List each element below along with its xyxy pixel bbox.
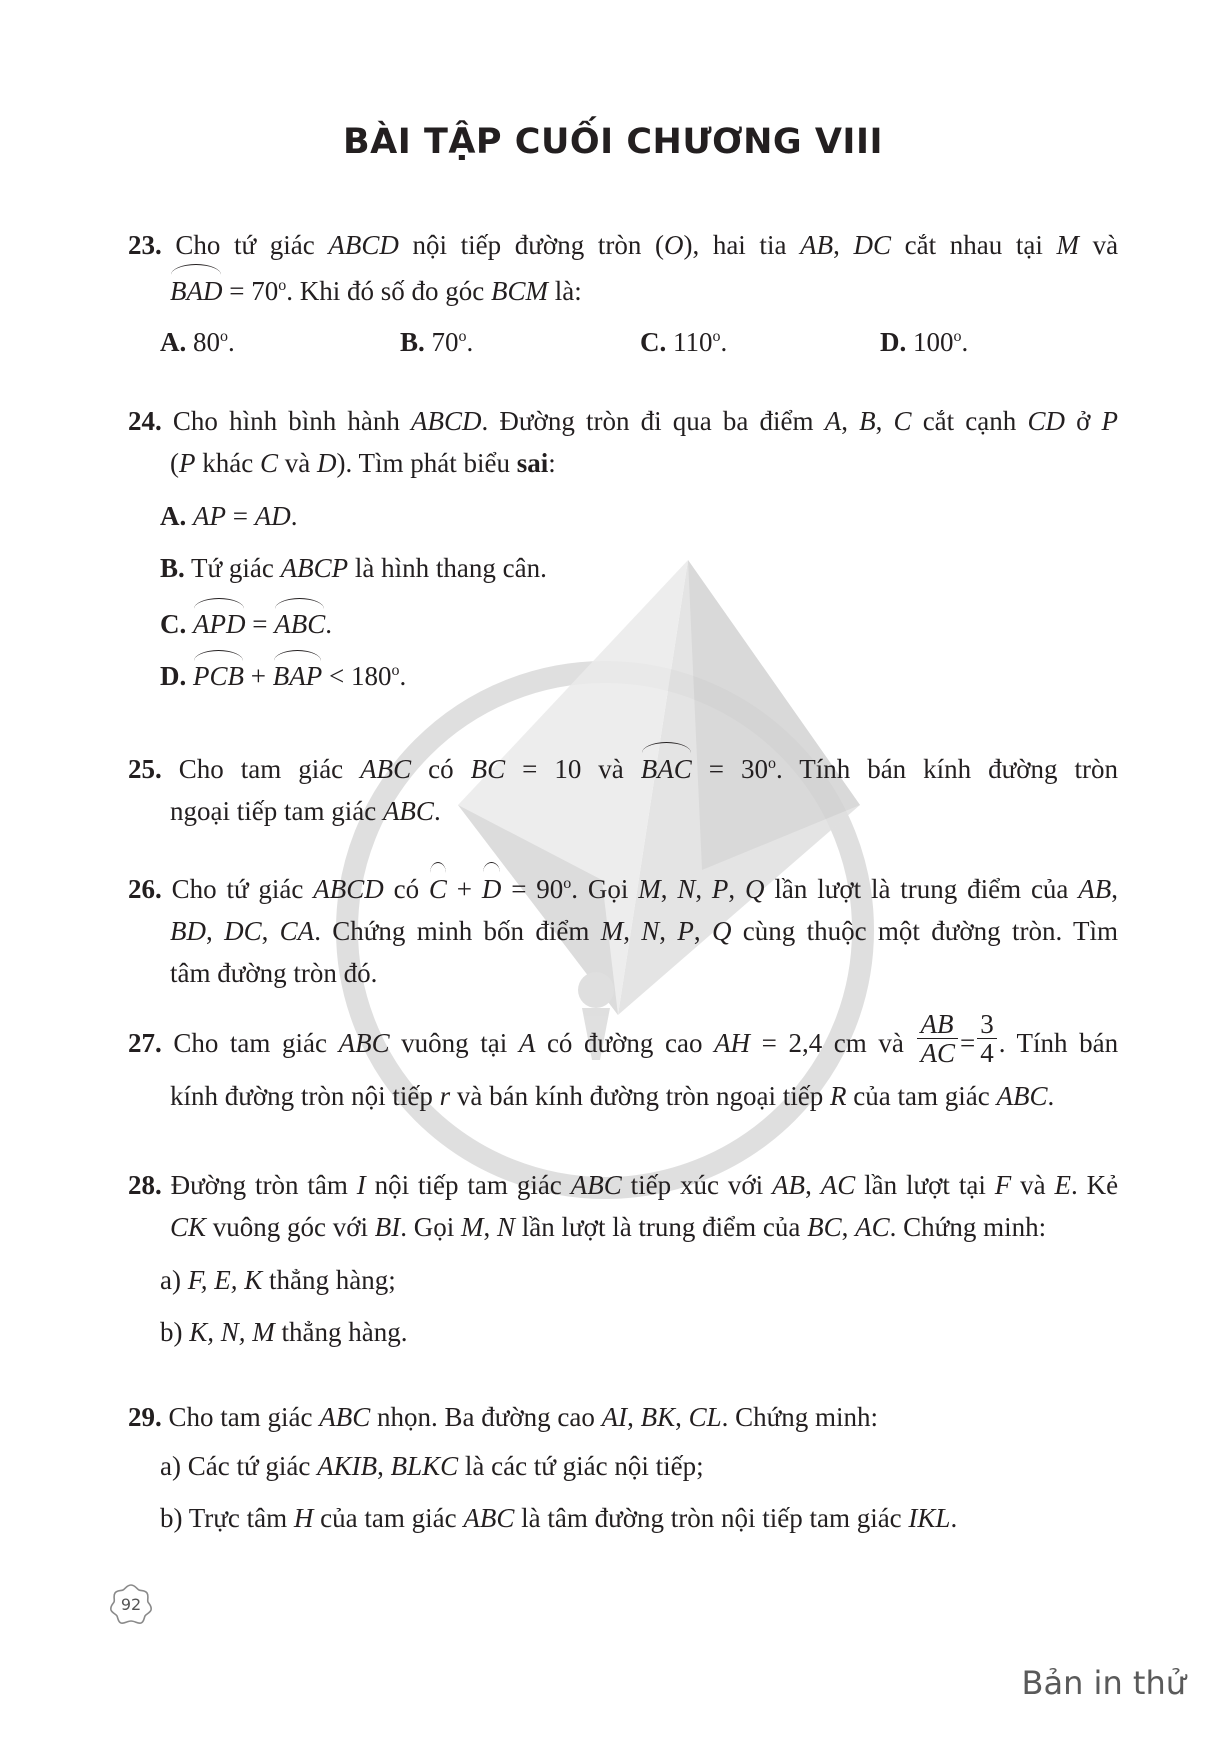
fraction-3-4: $\frac{3}{4}$	[977, 1010, 997, 1067]
exercise-26: 26. Cho tứ giác ABCD có $C + D = 90^o$. Gọi M, N, P, Q lần lượt là trung điểm của AB, BD, DC, CA. Chứng minh bốn điểm M, N, P, Q cùng thuộc một đường tròn. Tìm tâm đường tròn đó.	[128, 864, 1118, 994]
angle-symbol: ABC	[274, 600, 325, 644]
option-c: C. 110$^o$.	[640, 327, 728, 357]
page-number: 92	[120, 1594, 142, 1614]
option-d: D. 100$^o$.	[880, 327, 969, 357]
exercise-24-option-a: A. AP = AD.	[160, 501, 298, 531]
exercise-28-part-a: a) F, E, K thẳng hàng;	[160, 1265, 396, 1295]
chapter-title: BÀI TẬP CUỐI CHƯƠNG VIII	[343, 122, 883, 162]
exercise-24-option-c: C. APD = ABC.	[160, 600, 332, 644]
exercise-number: 23.	[128, 230, 162, 260]
angle-symbol: BAC	[641, 744, 692, 790]
exercise-25: 25. Cho tam giác ABC có BC = 10 và BAC = $30^o$. Tính bán kính đường tròn ngoại tiếp tam giác ABC.	[128, 744, 1118, 832]
exercise-28: 28. Đường tròn tâm I nội tiếp tam giác ABC tiếp xúc với AB, AC lần lượt tại F và E. Kẻ CK vuông góc với BI. Gọi M, N lần lượt là trung điểm của BC, AC. Chứng minh:	[128, 1170, 1119, 1242]
option-a: A. 80$^o$.	[160, 327, 235, 357]
exercise-23-options	[160, 322, 1120, 362]
exercise-23: 23. Cho tứ giác ABCD nội tiếp đường tròn (O), hai tia AB, DC cắt nhau tại M và BAD = $70^o$. Khi đó số đo góc BCM là:	[128, 224, 1118, 312]
exercise-number: 24.	[128, 406, 162, 436]
exercise-29: 29. Cho tam giác ABC nhọn. Ba đường cao AI, BK, CL. Chứng minh:	[128, 1402, 879, 1432]
angle-symbol: APD	[193, 600, 245, 644]
angle-symbol: D	[482, 864, 502, 910]
exercise-29-part-a: a) Các tứ giác AKIB, BLKC là các tứ giác nội tiếp;	[160, 1451, 704, 1481]
exercise-number: 29.	[128, 1402, 162, 1432]
angle-symbol: PCB	[193, 652, 244, 696]
exercise-27: 27. Cho tam giác ABC vuông tại A có đường cao AH = 2,4 cm và $\frac{AB}{AC}$ = $\frac{3}{4}$ . Tính bán kính đường tròn nội tiếp r và bán kính đường tròn ngoại tiếp R của tam giác ABC.	[128, 1009, 1119, 1112]
draft-label: Bản in thử	[1021, 1664, 1186, 1702]
exercise-29-part-b: b) Trực tâm H của tam giác ABC là tâm đường tròn nội tiếp tam giác IKL.	[160, 1503, 958, 1533]
exercise-number: 27.	[128, 1028, 162, 1058]
angle-symbol: BAD	[170, 266, 222, 312]
angle-symbol: C	[429, 864, 447, 910]
angle-symbol: BAP	[273, 652, 322, 696]
exercise-number: 26.	[128, 874, 162, 904]
page-number-badge	[110, 1583, 152, 1625]
exercise-24-option-b: B. Tứ giác ABCP là hình thang cân.	[160, 553, 547, 583]
exercise-number: 28.	[128, 1170, 162, 1200]
exercise-number: 25.	[128, 754, 162, 784]
exercise-28-part-b: b) K, N, M thẳng hàng.	[160, 1317, 408, 1347]
fraction-ab-ac: $\frac{AB}{AC}$	[917, 1010, 958, 1067]
option-b: B. 70$^o$.	[400, 327, 474, 357]
exercise-24-option-d: D. PCB + BAP < $180^o$.	[160, 652, 406, 696]
exercise-24: 24. Cho hình bình hành ABCD. Đường tròn đi qua ba điểm A, B, C cắt cạnh CD ở P (P khác C và D). Tìm phát biểu sai:	[128, 406, 1119, 478]
